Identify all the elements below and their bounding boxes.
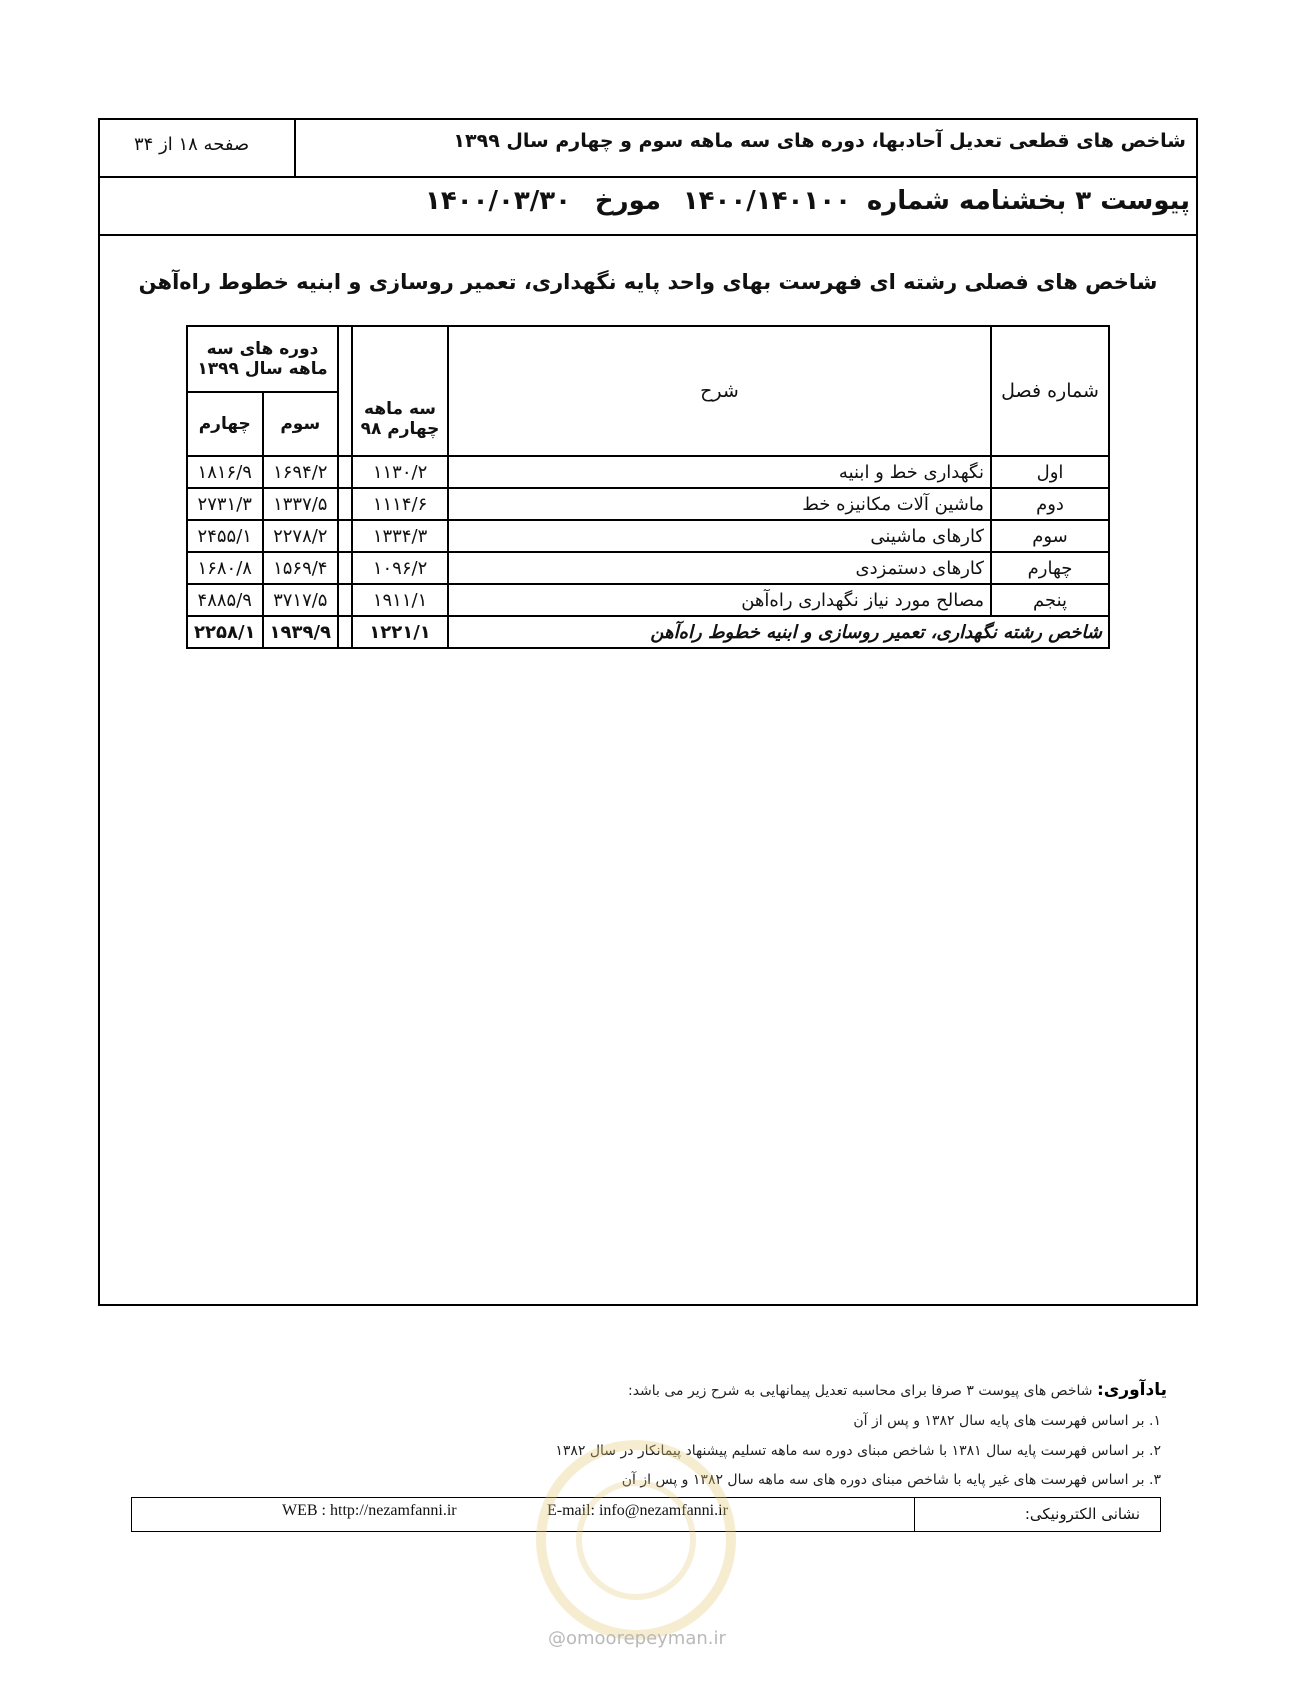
desc-cell: نگهداری خط و ابنیه [448,456,991,488]
q3-cell: ۱۵۶۹/۴ [263,552,339,584]
base-cell: ۱۳۳۴/۳ [352,520,448,552]
chapter-cell: چهارم [991,552,1109,584]
base-cell: ۱۰۹۶/۲ [352,552,448,584]
table-row [187,488,1109,520]
spacer-cell [338,456,352,488]
total-base-cell: ۱۲۲۱/۱ [352,616,448,648]
q3-cell: ۱۳۳۷/۵ [263,488,339,520]
total-desc-cell: شاخص رشته نگهداری، تعمیر روسازی و ابنیه خطوط راه‌آهن [448,616,1109,648]
spacer-cell [338,520,352,552]
notes-label: یادآوری: [1096,1380,1167,1400]
total-q4-cell: ۲۲۵۸/۱ [187,616,263,648]
index-table [186,325,1110,649]
notes-intro-text: شاخص های پیوست ۳ صرفا برای محاسبه تعدیل پیمانهایی به شرح زیر می باشد: [627,1383,1093,1399]
contact-label: نشانی الکترونیکی: [914,1498,1160,1531]
circular-number: ۱۴۰۰/۱۴۰۱۰۰ [682,186,851,216]
chapter-cell: پنجم [991,584,1109,616]
table-row [187,456,1109,488]
col-chapter-header: شماره فصل [991,326,1109,456]
col-desc-header: شرح [448,326,991,456]
total-row [187,616,1109,648]
table-header-row [187,326,1109,392]
col-base-header: سه ماهه چهارم ۹۸ [352,326,448,456]
table-row [187,552,1109,584]
q3-cell: ۲۲۷۸/۲ [263,520,339,552]
q3-cell: ۱۶۹۴/۲ [263,456,339,488]
spacer-cell [338,488,352,520]
seal-inner-ring [576,1480,696,1600]
base-cell: ۱۱۱۴/۶ [352,488,448,520]
col-q4-header: چهارم [187,392,263,456]
chapter-cell: دوم [991,488,1109,520]
seal-watermark-icon [536,1440,736,1640]
desc-cell: کارهای ماشینی [448,520,991,552]
date-label: مورخ [594,186,661,216]
annex-label: پیوست ۳ بخشنامه شماره [866,186,1190,216]
table-row [187,520,1109,552]
chapter-cell: اول [991,456,1109,488]
total-q3-cell: ۱۹۳۹/۹ [263,616,339,648]
col-q3-header: سوم [263,392,339,456]
note-item: ۲. بر اساس فهرست پایه سال ۱۳۸۱ با شاخص مبنای دوره سه ماهه تسلیم پیشنهاد پیمانکار در سال ۱۳۸۲ [555,1443,1161,1459]
spacer-cell [338,552,352,584]
desc-cell: مصالح مورد نیاز نگهداری راه‌آهن [448,584,991,616]
page-number-cell [100,120,296,176]
email-link[interactable]: E-mail: info@nezamfanni.ir [547,1502,728,1519]
page-number: صفحه ۱۸ از ۳۴ [134,134,250,155]
col-period-header: دوره های سه ماهه سال ۱۳۹۹ [187,326,338,392]
spacer-cell [338,616,352,648]
q4-cell: ۲۷۳۱/۳ [187,488,263,520]
annex-row [100,178,1196,236]
circular-date: ۱۴۰۰/۰۳/۳۰ [425,186,571,216]
spacer-col [338,326,352,456]
web-link[interactable]: WEB : http://nezamfanni.ir [282,1502,457,1519]
chapter-cell: سوم [991,520,1109,552]
base-cell: ۱۹۱۱/۱ [352,584,448,616]
spacer-cell [338,584,352,616]
q4-cell: ۲۴۵۵/۱ [187,520,263,552]
table-title: شاخص های فصلی رشته ای فهرست بهای واحد پایه نگهداری، تعمیر روسازی و ابنیه خطوط راه‌آهن [138,270,1158,294]
q4-cell: ۴۸۸۵/۹ [187,584,263,616]
watermark-text: @omoorepeyman.ir [548,1628,726,1649]
header-row [100,120,1196,178]
base-cell: ۱۱۳۰/۲ [352,456,448,488]
notes-intro [628,1380,1167,1400]
document-title: شاخص های قطعی تعدیل آحادبها، دوره های سه ماهه سوم و چهارم سال ۱۳۹۹ [453,130,1186,152]
q4-cell: ۱۶۸۰/۸ [187,552,263,584]
note-item: ۱. بر اساس فهرست های پایه سال ۱۳۸۲ و پس از آن [853,1413,1161,1429]
desc-cell: کارهای دستمزدی [448,552,991,584]
note-item: ۳. بر اساس فهرست های غیر پایه با شاخص مبنای دوره های سه ماهه سال ۱۳۸۲ و پس از آن [621,1472,1161,1488]
table-row [187,584,1109,616]
desc-cell: ماشین آلات مکانیزه خط [448,488,991,520]
q3-cell: ۳۷۱۷/۵ [263,584,339,616]
document-frame [98,118,1198,1306]
q4-cell: ۱۸۱۶/۹ [187,456,263,488]
